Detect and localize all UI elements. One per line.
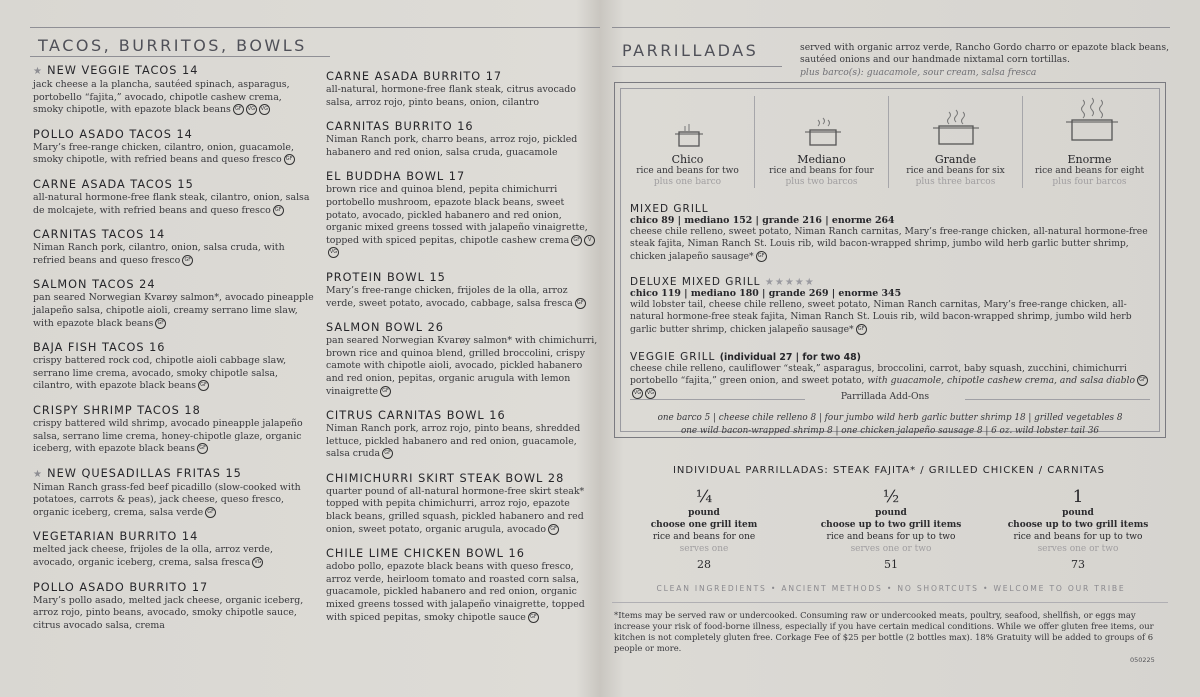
menu-item-desc xyxy=(326,184,598,260)
vg-badge-icon: VG xyxy=(252,557,263,568)
footnote: *Items may be served raw or undercooked. Consuming raw or undercooked meats, poultry, seafood, shellfish, or eggs may increase your risk of food-borne illness, especially if you have certain medical conditions. While we offer gluten free items, our kitchen is not completely gluten free. Corkage Fee of $25 per bottle (2 bottles max). 18% Gratuity will be added to groups of 6 people or more. xyxy=(614,610,1154,653)
veggie-grill-header xyxy=(630,351,1152,363)
menu-item-desc-text: melted jack cheese, frijoles de la olla, arroz verde, avocado, organic iceberg, crema, salsa fresca xyxy=(33,544,273,569)
size-sub: rice and beans for two xyxy=(636,166,739,176)
individual-choose: choose up to two grill items xyxy=(1007,520,1149,530)
gf-badge-icon: GF xyxy=(756,251,767,262)
parrilladas-underline xyxy=(612,66,782,67)
intro-text: served with organic arroz verde, Rancho Gordo charro or epazote black beans, sautéed onions and our handmade nixtamal corn tortillas. xyxy=(800,42,1169,66)
menu-item-desc xyxy=(326,134,598,159)
menu-item-desc-text: jack cheese a la plancha, sautéed spinach, asparagus, portobello “fajita,” avocado, chipotle cashew crema, smoky chipotle, with epazote black beans xyxy=(33,79,290,116)
veggie-grill-desc-italic: with guacamole, chipotle cashew crema, and salsa diablo xyxy=(867,375,1135,387)
deluxe-grill-desc-text: wild lobster tail, cheese chile relleno, sweet potato, Niman Ranch carnitas, Mary’s free-range chicken, all-natural hormone-free steak fajita, Niman Ranch St. Louis rib, wild bacon-wrapped shrimp, jumbo wild herb garlic butter shrimp, chicken jalapeño sausage* xyxy=(630,299,1132,335)
menu-item-desc-text: all-natural, hormone-free flank steak, citrus avocado salsa, arroz rojo, pinto beans, onion, cilantro xyxy=(326,84,576,108)
menu-item-name xyxy=(33,127,315,142)
deluxe-grill-desc xyxy=(630,299,1150,336)
menu-item xyxy=(326,69,598,109)
menu-item-name xyxy=(326,169,598,184)
menu-item-title: PROTEIN BOWL 15 xyxy=(326,270,446,284)
menu-item xyxy=(326,169,598,260)
gf-badge-icon: GF xyxy=(575,298,586,309)
menu-item-name xyxy=(33,340,315,355)
menu-item-desc-text: Mary’s free-range chicken, frijoles de la olla, arroz verde, sweet potato, avocado, cabbage, salsa fresca xyxy=(326,284,573,309)
menu-item-desc xyxy=(33,544,315,569)
menu-item-name xyxy=(33,403,315,418)
menu-item xyxy=(33,466,315,520)
menu-item xyxy=(33,403,315,456)
menu-item-title: CITRUS CARNITAS BOWL 16 xyxy=(326,409,506,423)
individual-frac: ¼ xyxy=(695,487,713,507)
gf-badge-icon: GF xyxy=(198,380,209,391)
individual-serves: serves one or two xyxy=(850,544,932,554)
menu-item-desc-text: crispy battered wild shrimp, avocado pineapple jalapeño salsa, serrano lime crema, honey-chipotle glaze, organic iceberg, with epazote black beans xyxy=(33,417,303,455)
individual-title: INDIVIDUAL PARRILLADAS: STEAK FAJITA* / GRILLED CHICKEN / CARNITAS xyxy=(672,465,1106,476)
individual-price: 28 xyxy=(697,558,711,571)
menu-item-name xyxy=(326,119,598,134)
veggie-grill-prices: (individual 27 | for two 48) xyxy=(719,352,861,363)
size-name: Grande xyxy=(934,153,977,166)
mediano-pot-icon xyxy=(800,112,846,152)
menu-item-desc-text: Mary’s free-range chicken, cilantro, onion, guacamole, smoky chipotle, with refried beans and queso fresco xyxy=(33,141,294,166)
individual-choose: choose one grill item xyxy=(650,520,758,530)
menu-item xyxy=(326,408,598,461)
individual-price: 73 xyxy=(1071,558,1085,571)
menu-item-name xyxy=(326,69,598,84)
menu-item-title: NEW QUESADILLAS FRITAS 15 xyxy=(47,466,242,480)
individual-frac: ½ xyxy=(882,487,900,507)
individual-frac: 1 xyxy=(1072,487,1084,507)
menu-item-title: CRISPY SHRIMP TACOS 18 xyxy=(33,403,201,417)
size-sub: rice and beans for six xyxy=(906,166,1005,176)
gf-badge-icon: GF xyxy=(284,154,295,165)
menu-item-desc xyxy=(33,595,315,633)
individual-serves: serves one xyxy=(679,544,729,554)
menu-item-name xyxy=(33,277,315,292)
enorme-pot-icon xyxy=(1064,96,1120,152)
menu-item-desc-text: pan seared Norwegian Kvarøy salmon* with chimichurri, brown rice and quinoa blend, grilled broccolini, crispy camote with chipotle aioli, avocado, pickled habanero and red onion, pepitas, organic arugula with lemon vinaigrette xyxy=(326,335,598,397)
menu-item-desc xyxy=(326,561,598,624)
deluxe-grill-header xyxy=(630,276,1150,288)
menu-column-1 xyxy=(33,63,315,642)
section-title-tacos: TACOS, BURRITOS, BOWLS xyxy=(38,36,307,55)
top-rule-right xyxy=(612,27,1170,28)
menu-item xyxy=(33,277,315,330)
menu-item-desc xyxy=(33,418,315,456)
menu-item-name xyxy=(326,320,598,335)
size-name: Chico xyxy=(671,153,704,166)
individual-price: 51 xyxy=(884,558,898,571)
menu-item xyxy=(33,63,315,117)
menu-item xyxy=(33,227,315,267)
individual-choose: choose up to two grill items xyxy=(820,520,962,530)
menu-item xyxy=(326,270,598,310)
menu-item xyxy=(326,119,598,159)
menu-item-title: CARNITAS TACOS 14 xyxy=(33,228,166,242)
menu-item-title: CARNITAS BURRITO 16 xyxy=(326,120,474,134)
menu-item xyxy=(33,177,315,217)
individual-serves: serves one or two xyxy=(1037,544,1119,554)
menu-item-desc xyxy=(326,335,598,398)
deluxe-grill-name: DELUXE MIXED GRILL xyxy=(630,276,761,288)
menu-item-desc-text: Niman Ranch grass-fed beef picadillo (slow-cooked with potatoes, carrots & peas), jack cheese, queso fresco, organic iceberg, crema, salsa verde xyxy=(33,481,301,518)
addons-rule-left xyxy=(630,399,805,400)
veggie-grill-name: VEGGIE GRILL xyxy=(630,351,716,363)
menu-item-name xyxy=(326,546,598,561)
menu-item-title: SALMON BOWL 26 xyxy=(326,321,444,335)
size-sub: rice and beans for four xyxy=(769,166,874,176)
grande-pot-icon xyxy=(930,106,982,152)
individual-unit: pound xyxy=(875,508,907,518)
menu-item-desc xyxy=(33,482,315,520)
menu-item xyxy=(326,546,598,624)
menu-item-desc xyxy=(33,79,315,117)
size-sub: rice and beans for eight xyxy=(1034,166,1145,176)
menu-item-desc-text: pan seared Norwegian Kvarøy salmon*, avocado pineapple jalapeño salsa, chipotle aioli, creamy serrano lime slaw, with epazote black beans xyxy=(33,292,314,329)
individual-unit: pound xyxy=(688,508,720,518)
size-name: Enorme xyxy=(1067,153,1112,166)
mixed-grill-desc-text: cheese chile relleno, sweet potato, Niman Ranch carnitas, Mary’s free-range chicken, all-natural hormone-free steak fajita, Niman Ranch St. Louis rib, wild bacon-wrapped shrimp, jumbo wild herb garlic butter shrimp, chicken jalapeño sausage* xyxy=(630,226,1148,262)
deluxe-grill-prices: chico 119 | mediano 180 | grande 269 | enorme 345 xyxy=(630,288,902,299)
new-star-icon: ★ xyxy=(33,468,48,480)
menu-item-desc xyxy=(33,242,315,267)
size-plus: plus four barcos xyxy=(1052,177,1127,187)
menu-item-name xyxy=(326,408,598,423)
menu-item-desc-text: brown rice and quinoa blend, pepita chimichurri portobello mushroom, epazote black beans, sweet potato, avocado, pickled habanero and red onion, organic mixed greens tossed with jalapeño vinaigrette, topped with spiced pepitas, chipotle cashew crema xyxy=(326,184,588,246)
menu-item xyxy=(33,529,315,569)
menu-item-name xyxy=(326,471,598,486)
size-plus: plus two barcos xyxy=(785,177,858,187)
menu-item-desc-text: quarter pound of all-natural hormone-free skirt steak* topped with pepita chimichurri, arroz rojo, epazote black beans, grilled squash, pickled habanero and red onion, sweet potato, organic arugula, avocado xyxy=(326,485,585,535)
mixed-grill-block xyxy=(630,203,1150,263)
menu-item-title: EL BUDDHA BOWL 17 xyxy=(326,170,466,184)
vg-badge-icon: VG xyxy=(328,247,339,258)
mixed-grill-name: MIXED GRILL xyxy=(630,203,709,215)
menu-code: 050225 xyxy=(1130,656,1155,664)
menu-item-name xyxy=(33,529,315,544)
size-enorme xyxy=(1023,153,1156,188)
veggie-grill-desc-text: cheese chile relleno, cauliflower “steak,” asparagus, broccolini, carrot, baby squash, zucchini, chimichurri portobello “fajita,” green onion, and sweet potato, xyxy=(630,363,1127,387)
gf-badge-icon: GF xyxy=(205,507,216,518)
gf-badge-icon: GF xyxy=(233,104,244,115)
individual-option xyxy=(619,487,789,575)
individual-option xyxy=(993,487,1163,575)
gf-badge-icon: GF xyxy=(382,448,393,459)
menu-item-title: CHIMICHURRI SKIRT STEAK BOWL 28 xyxy=(326,471,565,485)
menu-item-title: POLLO ASADO BURRITO 17 xyxy=(33,580,209,594)
vegan-badge-icon: VG xyxy=(645,388,656,399)
menu-item-desc-text: all-natural hormone-free flank steak, cilantro, onion, salsa de molcajete, with refried beans and queso fresco xyxy=(33,191,310,216)
menu-item-title: POLLO ASADO TACOS 14 xyxy=(33,127,193,141)
menu-item-title: CHILE LIME CHICKEN BOWL 16 xyxy=(326,547,525,561)
mixed-grill-prices: chico 89 | mediano 152 | grande 216 | enorme 264 xyxy=(630,215,895,226)
menu-item-desc-text: adobo pollo, epazote black beans with queso fresco, arroz verde, heirloom tomato and roasted corn salsa, guacamole, pickled habanero and red onion, organic mixed greens tossed with jalapeño vinaigrette, topped with spiced pepitas, smoky chipotle sauce xyxy=(326,561,585,623)
menu-item-desc xyxy=(326,423,598,461)
menu-item-desc-text: Mary’s pollo asado, melted jack cheese, organic iceberg, arroz rojo, pinto beans, avocado, smoky chipotle sauce, citrus avocado salsa, crema xyxy=(33,594,304,631)
menu-item-title: CARNE ASADA TACOS 15 xyxy=(33,177,194,191)
menu-item-desc-text: Niman Ranch pork, cilantro, onion, salsa cruda, with refried beans and queso fresco xyxy=(33,242,285,266)
menu-item xyxy=(33,340,315,393)
gf-badge-icon: GF xyxy=(548,524,559,535)
menu-item-name xyxy=(33,63,315,79)
addons-line-1: one barco 5 | cheese chile relleno 8 | four jumbo wild herb garlic butter shrimp 18 | grilled vegetables 8 xyxy=(657,413,1123,423)
menu-item-desc-text: Niman Ranch pork, charro beans, arroz rojo, pickled habanero and red onion, salsa cruda, guacamole xyxy=(326,134,578,158)
size-plus: plus three barcos xyxy=(915,177,996,187)
footer-rule xyxy=(612,602,1168,603)
menu-item-title: SALMON TACOS 24 xyxy=(33,278,156,292)
menu-item-desc-text: crispy battered rock cod, chipotle aioli cabbage slaw, serrano lime crema, avocado, smoky chipotle salsa, cilantro, with epazote black beans xyxy=(33,355,287,392)
top-rule-left xyxy=(30,27,600,28)
vg-badge-icon: VG xyxy=(632,388,643,399)
section-title-parrilladas: PARRILLADAS xyxy=(622,41,759,60)
individual-unit: pound xyxy=(1062,508,1094,518)
gf-badge-icon: GF xyxy=(182,255,193,266)
menu-item-desc xyxy=(326,84,598,109)
title-underline xyxy=(30,56,330,57)
gf-badge-icon: GF xyxy=(273,205,284,216)
menu-item xyxy=(33,580,315,633)
menu-item-desc xyxy=(326,285,598,310)
menu-item-title: CARNE ASADA BURRITO 17 xyxy=(326,70,503,83)
menu-item-desc-text: Niman Ranch pork, arroz rojo, pinto beans, shredded lettuce, pickled habanero and red onion, guacamole, salsa cruda xyxy=(326,423,581,460)
menu-item-name xyxy=(33,466,315,482)
menu-column-2 xyxy=(326,69,598,634)
deluxe-grill-block xyxy=(630,276,1150,336)
mixed-grill-desc xyxy=(630,226,1150,263)
addons-title: Parrillada Add-Ons xyxy=(840,391,930,402)
menu-item-desc xyxy=(33,192,315,217)
individual-rice: rice and beans for one xyxy=(652,532,756,542)
menu-item-title: NEW VEGGIE TACOS 14 xyxy=(47,64,199,77)
vg-badge-icon: VG xyxy=(259,104,270,115)
menu-item-desc xyxy=(33,142,315,167)
menu-item-name xyxy=(326,270,598,285)
gf-badge-icon: GF xyxy=(380,386,391,397)
addons-line-2: one wild bacon-wrapped shrimp 8 | one chicken jalapeño sausage 8 | 6 oz. wild lobster tail 36 xyxy=(680,426,1100,436)
menu-item-desc xyxy=(33,292,315,330)
gf-badge-icon: GF xyxy=(155,318,166,329)
individual-option xyxy=(806,487,976,575)
size-mediano xyxy=(755,153,888,188)
gf-badge-icon: GF xyxy=(528,612,539,623)
gf-badge-icon: GF xyxy=(197,443,208,454)
menu-item xyxy=(326,320,598,398)
individual-rice: rice and beans for up to two xyxy=(826,532,956,542)
chico-pot-icon xyxy=(669,118,709,154)
size-grande xyxy=(889,153,1022,188)
size-plus: plus one barco xyxy=(653,177,722,187)
menu-item-title: BAJA FISH TACOS 16 xyxy=(33,341,166,355)
tagline: CLEAN INGREDIENTS • ANCIENT METHODS • NO SHORTCUTS • WELCOME TO OUR TRIBE xyxy=(656,584,1126,593)
gf-badge-icon: GF xyxy=(1137,375,1148,386)
size-chico xyxy=(621,153,754,188)
gf-badge-icon: GF xyxy=(571,235,582,246)
size-name: Mediano xyxy=(797,153,846,166)
menu-item-name xyxy=(33,580,315,595)
individual-rice: rice and beans for up to two xyxy=(1013,532,1143,542)
intro-plus-text: plus barco(s): guacamole, sour cream, salsa fresca xyxy=(800,66,1037,78)
menu-item xyxy=(33,127,315,167)
menu-item-name xyxy=(33,177,315,192)
v-badge-icon: V xyxy=(584,235,595,246)
menu-item xyxy=(326,471,598,536)
rating-stars-icon: ★★★★★ xyxy=(764,277,815,288)
menu-item-desc xyxy=(326,486,598,536)
menu-item-name xyxy=(33,227,315,242)
vg-badge-icon: VG xyxy=(246,104,257,115)
addons-rule-right xyxy=(965,399,1150,400)
gf-badge-icon: GF xyxy=(856,324,867,335)
menu-item-title: VEGETARIAN BURRITO 14 xyxy=(33,530,199,544)
new-star-icon: ★ xyxy=(33,66,48,77)
menu-item-desc xyxy=(33,355,315,393)
parrilladas-intro xyxy=(800,42,1170,79)
